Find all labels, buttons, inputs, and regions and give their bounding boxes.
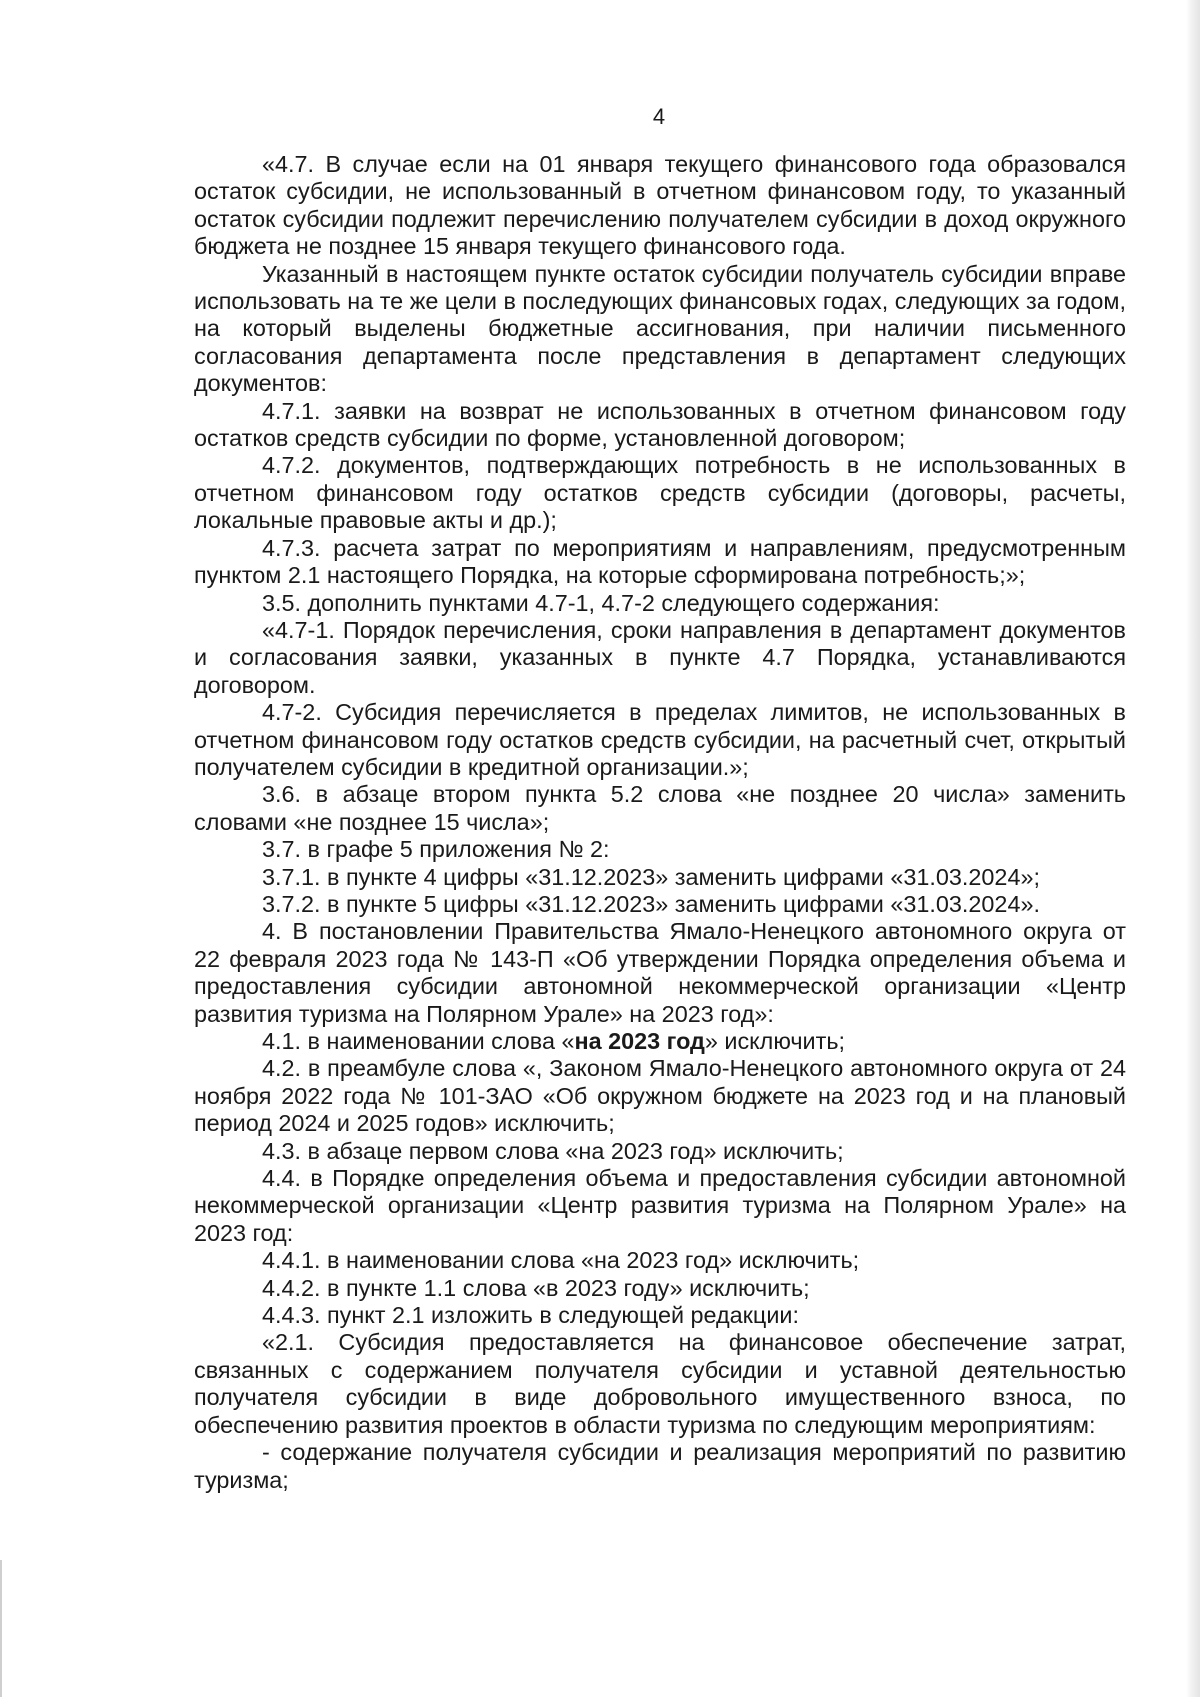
paragraph-4-1-before: 4.1. в наименовании слова «	[262, 1028, 575, 1054]
paragraph-4-1-after: » исключить;	[704, 1028, 845, 1054]
paragraph-remainder-use: Указанный в настоящем пункте остаток субсидии получатель субсидии вправе использовать на те же цели в последующих финансовых годах, следующих за годом, на который выделены бюджетные ассигнования, при наличии письменного согласования департамента после представления в департамент следующих документов:	[194, 260, 1133, 397]
paragraph-3-7: 3.7. в графе 5 приложения № 2:	[262, 836, 610, 863]
paragraph-4-2: 4.2. в преамбуле слова «, Законом Ямало-Ненецкого автономного округа от 24 ноября 2022 года № 101-ЗАО «Об окружном бюджете на 2023 год и на плановый период 2024 и 2025 годов» исключить;	[194, 1055, 1133, 1137]
paragraph-4: 4. В постановлении Правительства Ямало-Ненецкого автономного округа от 22 февраля 2023 года № 143-П «Об утверждении Порядка определения объема и предоставления субсидии автономной некоммерческой организации «Центр развития туризма на Полярном Урале» на 2023 год»:	[194, 918, 1133, 1027]
paragraph-4-7: «4.7. В случае если на 01 января текущего финансового года образовался остаток субсидии, не использованный в отчетном финансовом году, то указанный остаток субсидии подлежит перечислению получателем субсидии в доход окружного бюджета не позднее 15 января текущего финансового года.	[194, 151, 1133, 260]
paragraph-4-7-3: 4.7.3. расчета затрат по мероприятиям и направлениям, предусмотренным пунктом 2.1 настоящего Порядка, на которые сформирована потребность;»;	[194, 534, 1133, 589]
paragraph-3-5: 3.5. дополнить пунктами 4.7-1, 4.7-2 следующего содержания:	[262, 589, 940, 616]
page-number: 4	[652, 104, 666, 129]
paragraph-4-4-3: 4.4.3. пункт 2.1 изложить в следующей редакции:	[262, 1302, 799, 1329]
paragraph-4-1-bold: на 2023 год	[574, 1028, 705, 1054]
paragraph-4-4-2: 4.4.2. в пункте 1.1 слова «в 2023 году» исключить;	[262, 1274, 810, 1301]
paragraph-4-7-2-subsidy: 4.7-2. Субсидия перечисляется в пределах лимитов, не использованных в отчетном финансовом году остатков средств субсидии, на расчетный счет, открытый получателем субсидии в кредитной организации.»;	[194, 699, 1133, 780]
paragraph-3-7-2: 3.7.2. в пункте 5 цифры «31.12.2023» заменить цифрами «31.03.2024».	[262, 890, 1040, 917]
scan-edge-left	[0, 1560, 2, 1697]
scan-edge-right	[1186, 0, 1200, 1697]
paragraph-3-6: 3.6. в абзаце втором пункта 5.2 слова «не позднее 20 числа» заменить словами «не позднее 15 числа»;	[194, 781, 1133, 835]
document-body	[194, 151, 1133, 1494]
paragraph-bullet-maintenance: - содержание получателя субсидии и реализация мероприятий по развитию туризма;	[194, 1439, 1133, 1493]
paragraph-2-1: «2.1. Субсидия предоставляется на финансовое обеспечение затрат, связанных с содержанием получателя субсидии и уставной деятельностью получателя субсидии в виде добровольного имущественного взноса, по обеспечению развития проектов в области туризма по следующим мероприятиям:	[194, 1329, 1133, 1438]
paragraph-3-7-1: 3.7.1. в пункте 4 цифры «31.12.2023» заменить цифрами «31.03.2024»;	[262, 863, 1040, 890]
paragraph-4-4: 4.4. в Порядке определения объема и предоставления субсидии автономной некоммерческой организации «Центр развития туризма на Полярном Урале» на 2023 год:	[194, 1165, 1133, 1246]
paragraph-4-4-1: 4.4.1. в наименовании слова «на 2023 год» исключить;	[262, 1247, 860, 1274]
paragraph-4-7-1-order: «4.7-1. Порядок перечисления, сроки направления в департамент документов и согласования заявки, указанных в пункте 4.7 Порядка, устанавливаются договором.	[194, 616, 1133, 698]
paragraph-4-7-1: 4.7.1. заявки на возврат не использованных в отчетном финансовом году остатков средств субсидии по форме, установленной договором;	[194, 397, 1133, 452]
paragraph-4-1	[194, 1028, 1126, 1055]
paragraph-4-3: 4.3. в абзаце первом слова «на 2023 год» исключить;	[262, 1137, 844, 1164]
paragraph-4-7-2: 4.7.2. документов, подтверждающих потребность в не использованных в отчетном финансовом году остатков средств субсидии (договоры, расчеты, локальные правовые акты и др.);	[194, 452, 1133, 534]
